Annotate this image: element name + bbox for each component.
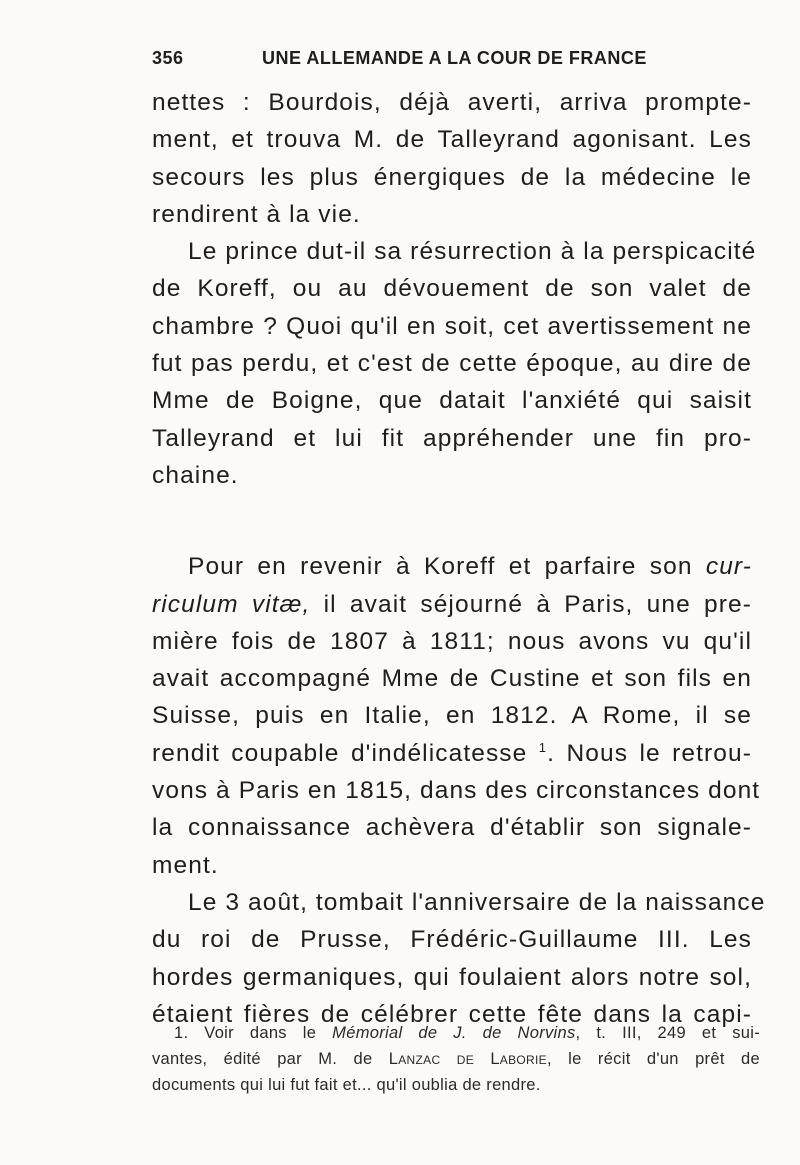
text-segment: vantes, édité par M. de xyxy=(152,1050,389,1068)
text-line: avait accompagné Mme de Custine et son fils en xyxy=(152,665,752,693)
footnote-line xyxy=(152,1020,760,1046)
text-line: Le prince dut-il sa résurrection à la perspicacité xyxy=(188,238,757,266)
text-segment: 1. Voir dans le xyxy=(174,1024,333,1042)
running-header xyxy=(152,48,727,78)
text-line: vons à Paris en 1815, dans des circonstances dont xyxy=(152,777,761,805)
text-line: hordes germaniques, qui foulaient alors notre sol, xyxy=(152,963,752,991)
text-line: mière fois de 1807 à 1811; nous avons vu qu'il xyxy=(152,627,752,655)
text-segment: il avait séjourné à Paris, une pre- xyxy=(310,590,752,618)
text-segment: Pour en revenir à Koreff et parfaire son xyxy=(188,553,693,581)
text-line: secours les plus énergiques de la médecine le xyxy=(152,163,752,191)
italic-segment: Mémorial de J. de Norvins xyxy=(332,1024,576,1042)
small-caps-segment: Lanzac de Laborie xyxy=(388,1050,547,1068)
text-segment: . Nous le retrou- xyxy=(547,739,752,767)
text-line: Le 3 août, tombait l'anniversaire de la naissance xyxy=(188,888,766,916)
paragraph-2 xyxy=(152,233,757,494)
text-segment: , t. III, 249 et sui- xyxy=(575,1024,760,1042)
text-line: fut pas perdu, et c'est de cette époque, au dire de xyxy=(152,350,752,378)
text-line: nettes : Bourdois, déjà averti, arriva prompte- xyxy=(152,89,752,116)
text-line: rendirent à la vie. xyxy=(152,200,361,228)
footnote-line xyxy=(152,1046,760,1072)
footnote-marker: 1 xyxy=(538,739,548,755)
text-line: ment, et trouva M. de Talleyrand agonisant. Les xyxy=(152,126,752,154)
italic-segment: cur- xyxy=(705,553,752,581)
footnote-line: documents qui lui fut fait et... qu'il oublia de rendre. xyxy=(152,1076,541,1094)
text-segment: , le récit d'un prêt de xyxy=(546,1050,760,1068)
text-line: étaient fières de célébrer cette fête dans la capi- xyxy=(152,1000,752,1028)
footnote xyxy=(152,1020,760,1098)
italic-segment: riculum vitæ, xyxy=(152,590,311,618)
text-line: du roi de Prusse, Frédéric-Guillaume III. Les xyxy=(152,926,752,954)
running-title: UNE ALLEMANDE A LA COUR DE FRANCE xyxy=(262,48,647,68)
text-line xyxy=(152,586,752,623)
text-line: Suisse, puis en Italie, en 1812. A Rome, il se xyxy=(152,702,752,730)
page-number: 356 xyxy=(152,48,184,68)
text-line: chambre ? Quoi qu'il en soit, cet avertissement ne xyxy=(152,312,752,340)
text-segment: rendit coupable d'indélicatesse xyxy=(152,739,539,767)
text-line xyxy=(152,735,752,772)
text-line: la connaissance achèvera d'établir son signale- xyxy=(152,814,752,842)
section-gap xyxy=(152,494,752,548)
text-line: ment. xyxy=(152,851,219,879)
text-line xyxy=(152,548,752,585)
paragraph-3 xyxy=(152,548,761,884)
text-line: Mme de Boigne, que datait l'anxiété qui saisit xyxy=(152,387,752,415)
text-line: Talleyrand et lui fit appréhender une fin pro- xyxy=(152,424,752,452)
text-line: chaine. xyxy=(152,461,239,489)
paragraph-1 xyxy=(152,84,752,233)
text-line: de Koreff, ou au dévouement de son valet de xyxy=(152,275,752,303)
